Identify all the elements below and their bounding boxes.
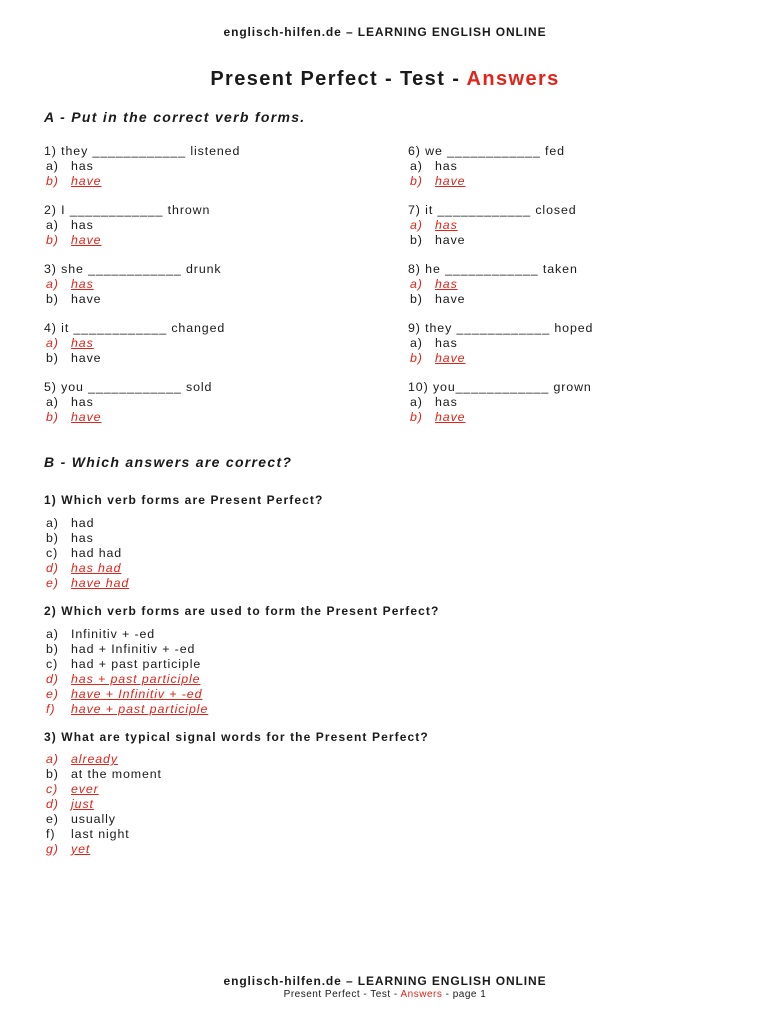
question-1: 1) Which verb forms are Present Perfect? <box>44 493 324 507</box>
option-f: f) last night <box>46 827 130 841</box>
option-b-correct: b) have <box>410 351 466 365</box>
title-answers: Answers <box>466 68 560 90</box>
option-b: b) had + Infinitiv + -ed <box>46 642 196 656</box>
exercise-item <box>408 262 738 321</box>
option-d-correct: d) has had <box>46 561 122 575</box>
exercise-stem: 6) we ____________ fed <box>408 144 565 158</box>
option-b-correct: b) have <box>46 174 102 188</box>
option-b: b) have <box>46 351 102 365</box>
exercise-item <box>408 321 738 380</box>
section-a-right-column <box>408 144 738 439</box>
exercise-item <box>408 203 738 262</box>
option-b: b) have <box>410 233 466 247</box>
exercise-stem: 3) she ____________ drunk <box>44 262 222 276</box>
question-2: 2) Which verb forms are used to form the Present Perfect? <box>44 604 440 618</box>
exercise-item <box>44 144 374 203</box>
option-b: b) have <box>410 292 466 306</box>
option-d-correct: d) just <box>46 797 94 811</box>
exercise-stem: 4) it ____________ changed <box>44 321 226 335</box>
option-g-correct: g) yet <box>46 842 91 856</box>
option-a: a) Infinitiv + -ed <box>46 627 156 641</box>
exercise-item <box>408 380 738 439</box>
question-3-options <box>44 752 162 857</box>
option-e: e) usually <box>46 812 116 826</box>
option-b: b) at the moment <box>46 767 162 781</box>
option-a-correct: a) already <box>46 752 118 766</box>
section-a-heading: A - Put in the correct verb forms. <box>44 109 306 125</box>
exercise-stem: 10) you____________ grown <box>408 380 592 394</box>
option-a: a) has <box>410 159 458 173</box>
section-b-heading: B - Which answers are correct? <box>44 454 293 470</box>
option-b-correct: b) have <box>410 410 466 424</box>
page-header: englisch-hilfen.de – LEARNING ENGLISH ONLINE <box>223 25 547 39</box>
exercise-item <box>44 380 374 439</box>
option-a: a) has <box>410 336 458 350</box>
option-b-correct: b) have <box>46 410 102 424</box>
option-c: c) had + past participle <box>46 657 202 671</box>
option-a-correct: a) has <box>46 277 94 291</box>
option-c: c) had had <box>46 546 123 560</box>
option-b-correct: b) have <box>410 174 466 188</box>
option-b-correct: b) have <box>46 233 102 247</box>
exercise-stem: 9) they ____________ hoped <box>408 321 594 335</box>
footer-page-info: Present Perfect - Test - Answers - page 1 <box>283 989 487 1000</box>
exercise-item <box>408 144 738 203</box>
title-main: Present Perfect - Test - <box>210 68 461 90</box>
option-c-correct: c) ever <box>46 782 99 796</box>
exercise-item <box>44 203 374 262</box>
option-a: a) has <box>410 395 458 409</box>
option-a: a) has <box>46 395 94 409</box>
option-b: b) has <box>46 531 94 545</box>
exercise-stem: 5) you ____________ sold <box>44 380 213 394</box>
exercise-item <box>44 321 374 380</box>
page-title <box>0 68 770 91</box>
option-a: a) had <box>46 516 95 530</box>
option-a: a) has <box>46 218 94 232</box>
exercise-stem: 2) I ____________ thrown <box>44 203 211 217</box>
exercise-item <box>44 262 374 321</box>
exercise-stem: 7) it ____________ closed <box>408 203 577 217</box>
option-d-correct: d) has + past participle <box>46 672 201 686</box>
question-2-options <box>44 627 208 717</box>
option-a-correct: a) has <box>410 277 458 291</box>
option-f-correct: f) have + past participle <box>46 702 209 716</box>
option-a-correct: a) has <box>410 218 458 232</box>
question-1-options <box>44 516 129 591</box>
option-e-correct: e) have had <box>46 576 130 590</box>
question-3: 3) What are typical signal words for the Present Perfect? <box>44 730 429 744</box>
exercise-stem: 8) he ____________ taken <box>408 262 578 276</box>
section-a-left-column <box>44 144 374 439</box>
option-a: a) has <box>46 159 94 173</box>
option-b: b) have <box>46 292 102 306</box>
option-a-correct: a) has <box>46 336 94 350</box>
option-e-correct: e) have + Infinitiv + -ed <box>46 687 203 701</box>
exercise-stem: 1) they ____________ listened <box>44 144 241 158</box>
footer-site: englisch-hilfen.de – LEARNING ENGLISH ONLINE <box>223 974 547 988</box>
